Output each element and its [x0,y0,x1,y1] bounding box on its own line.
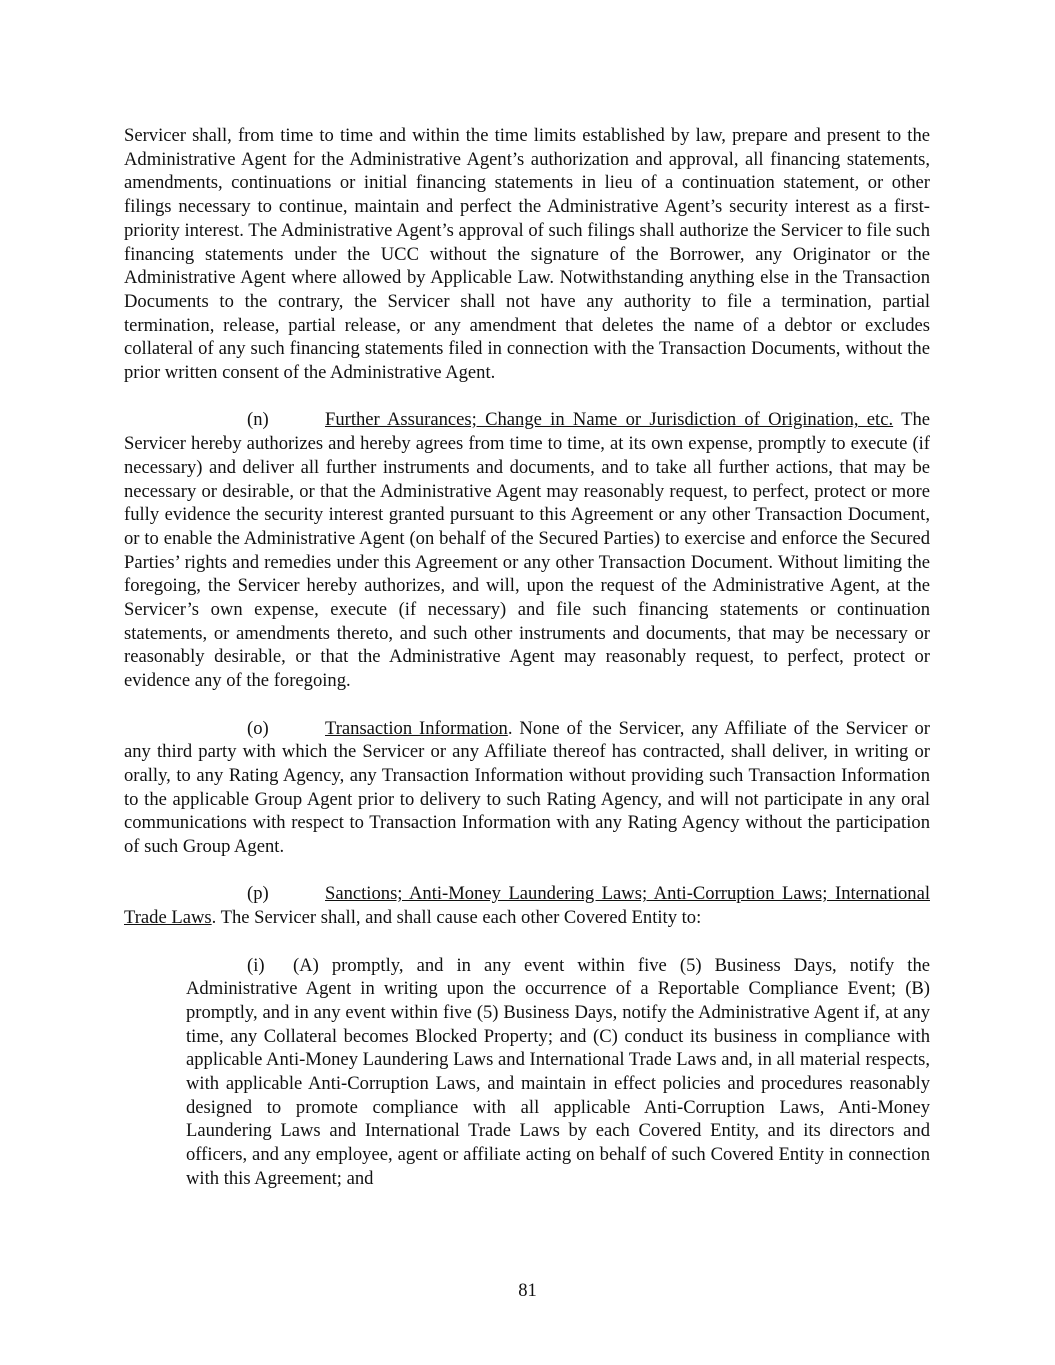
section-p-i [186,954,930,1191]
section-n-heading: Further Assurances; Change in Name or Jurisdiction of Origination, etc. [325,409,894,431]
section-p-heading: Sanctions; Anti-Money Laundering Laws; Anti-Corruption Laws; International Trade Laws [124,883,930,929]
section-o-body: . None of the Servicer, any Affiliate of the Servicer or any third party with which the Servicer or any Affiliate thereof has contracted, shall deliver, in writing or orally, to any Rating Agency, any Transaction Information without providing such Transaction Information to the applicable Group Agent prior to delivery to such Rating Agency, and will not participate in any oral communications with respect to Transaction Information with any Rating Agency without the participation of such Group Agent. [124,717,930,858]
section-p-body: . The Servicer shall, and shall cause each other Covered Entity to: [211,907,702,929]
page-number: 81 [518,1280,537,1301]
section-n [124,408,930,692]
section-o-heading: Transaction Information [325,717,508,739]
section-p [124,882,930,929]
section-p-i-body: (A) promptly, and in any event within five (5) Business Days, notify the Administrative Agent in writing upon the occurrence of a Reportable Compliance Event; (B) promptly, and in any event within five (5) Business Days, notify the Administrative Agent if, at any time, any Collateral becomes Blocked Property; and (C) conduct its business in compliance with applicable Anti-Money Laundering Laws and International Trade Laws and, in all material respects, with applicable Anti-Corruption Laws, and maintain in effect policies and procedures reasonably designed to promote compliance with all applicable Anti-Corruption Laws, Anti-Money Laundering Laws and International Trade Laws by each Covered Entity, and its directors and officers, and any employee, agent or affiliate acting on behalf of such Covered Entity in connection with this Agreement; and [186,954,930,1189]
section-n-body: The Servicer hereby authorizes and hereby agrees from time to time, at its own expense, promptly to execute (if necessary) and deliver all further instruments and documents, and to take all further actions, that may be necessary or desirable, or that the Administrative Agent may reasonably request, to perfect, protect or more fully evidence the security interest granted pursuant to this Agreement or any other Transaction Document, or to enable the Administrative Agent (on behalf of the Secured Parties) to exercise and enforce the Secured Parties’ rights and remedies under this Agreement or any other Transaction Document. Without limiting the foregoing, the Servicer hereby authorizes, and will, upon the request of the Administrative Agent, at the Servicer’s own expense, execute (if necessary) and file such financing statements or continuation statements, or amendments thereto, and such other instruments and documents, that may be necessary or reasonably desirable, or that the Administrative Agent may reasonably request, to perfect, protect or evidence any of the foregoing. [124,409,931,692]
paragraph-intro: Servicer shall, from time to time and within the time limits established by law, prepare and present to the Administrative Agent for the Administrative Agent’s authorization and approval, all financing statements, amendments, continuations or initial financing statements in lieu of a continuation statement, or other filings necessary to continue, maintain and perfect the Administrative Agent’s security interest as a first-priority interest. The Administrative Agent’s approval of such filings shall authorize the Servicer to file such financing statements under the UCC without the signature of the Borrower, any Originator or the Administrative Agent where allowed by Applicable Law. Notwithstanding anything else in the Transaction Documents to the contrary, the Servicer shall not have any authority to file a termination, partial termination, release, partial release, or any amendment that deletes the name of a debtor or excludes collateral of any such financing statements filed in connection with the Transaction Documents, without the prior written consent of the Administrative Agent. [124,125,930,384]
section-p-number: (p) [247,883,269,905]
section-p-i-number: (i) [247,954,265,976]
document-page [124,124,930,1214]
section-n-number: (n) [247,409,269,431]
section-o-number: (o) [247,717,269,739]
section-o [124,717,930,859]
